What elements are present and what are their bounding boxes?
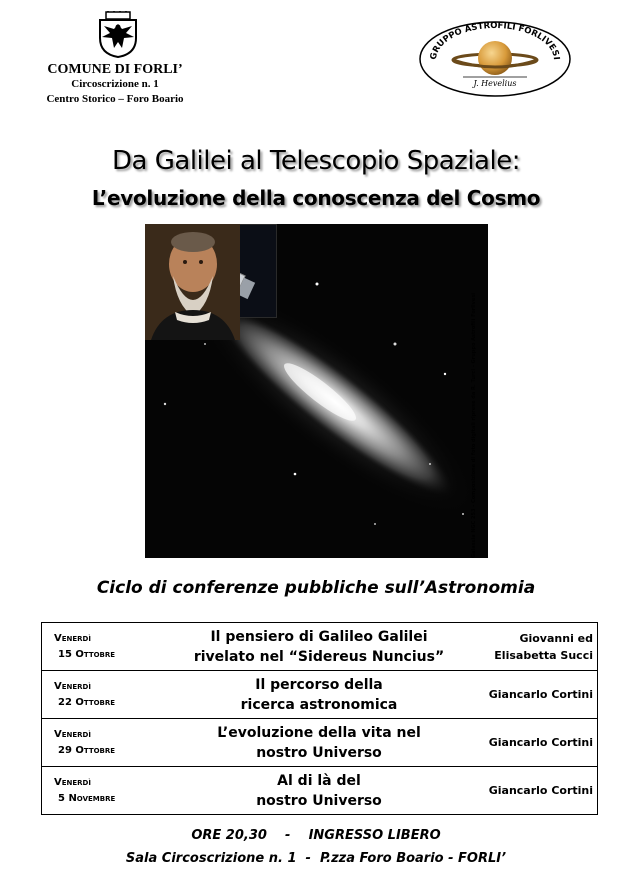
event-date [42, 719, 160, 767]
event-speaker-line1: Giovanni ed [519, 631, 593, 645]
galileo-portrait [145, 224, 240, 340]
event-topic-line1: Il pensiero di Galileo Galilei [210, 628, 428, 645]
comune-name: COMUNE DI FORLI’ [47, 62, 183, 77]
page-title: Da Galilei al Telescopio Spaziale: [112, 146, 520, 176]
event-date-value: 29 Ottobre [58, 744, 116, 756]
footer-time: ORE 20,30 [191, 828, 267, 843]
footer-separator: - [285, 828, 291, 843]
event-day: Venerdì [54, 680, 91, 692]
footer-entry: INGRESSO LIBERO [308, 828, 441, 843]
event-speaker [479, 623, 598, 671]
event-day: Venerdì [54, 728, 91, 740]
event-topic [159, 671, 479, 719]
event-speaker-line2: Elisabetta Succi [494, 648, 593, 662]
club-motto: J. Hevelius [473, 79, 517, 88]
galaxy-photo [145, 224, 488, 558]
event-date-value: 22 Ottobre [58, 696, 116, 708]
event-topic-line2: nostro Universo [256, 792, 382, 809]
event-topic [159, 719, 479, 767]
footer-time-line [0, 828, 632, 843]
event-speaker-line1: Giancarlo Cortini [488, 688, 593, 701]
event-speaker-line1: Giancarlo Cortini [488, 736, 593, 749]
event-speaker [479, 671, 598, 719]
footer-venue: Sala Circoscrizione n. 1 - P.zza Foro Boario - FORLI’ [125, 851, 507, 866]
event-date [42, 767, 160, 815]
circoscrizione-label: Circoscrizione n. 1 [71, 78, 159, 90]
event-date [42, 671, 160, 719]
event-speaker [479, 719, 598, 767]
event-topic-line1: L’evoluzione della vita nel [217, 724, 421, 741]
table-row [42, 767, 598, 815]
page-subtitle: L’evoluzione della conoscenza del Cosmo [91, 186, 541, 210]
event-day: Venerdì [54, 776, 91, 788]
table-row [42, 719, 598, 767]
event-date-value: 15 Ottobre [58, 648, 116, 660]
astrofili-logo [418, 20, 572, 98]
club-name-text: GRUPPO ASTROFILI FORLIVESI [428, 20, 562, 61]
centro-label: Centro Storico – Foro Boario [46, 93, 184, 105]
event-date-value: 5 Novembre [58, 792, 116, 804]
event-date [42, 623, 160, 671]
table-row [42, 623, 598, 671]
event-topic-line1: Al di là del [277, 772, 361, 789]
event-speaker [479, 767, 598, 815]
event-topic-line2: ricerca astronomica [240, 696, 398, 713]
event-topic-line2: nostro Universo [256, 744, 382, 761]
events-table [41, 622, 598, 815]
event-topic [159, 767, 479, 815]
event-topic-line1: Il percorso della [255, 676, 383, 693]
event-day: Venerdì [54, 632, 91, 644]
photo-credit: Galassia NGC 253 - Composizione di foto digitali riprese da R. Turci - Gruppo Astrofili Forlivesi [471, 292, 477, 558]
table-row [42, 671, 598, 719]
comune-crest-logo [96, 10, 140, 58]
event-topic-line2: rivelato nel “Sidereus Nuncius” [193, 648, 445, 665]
series-title: Ciclo di conferenze pubbliche sull’Astronomia [96, 578, 536, 598]
event-topic [159, 623, 479, 671]
event-speaker-line1: Giancarlo Cortini [488, 784, 593, 797]
comune-header [20, 62, 210, 107]
